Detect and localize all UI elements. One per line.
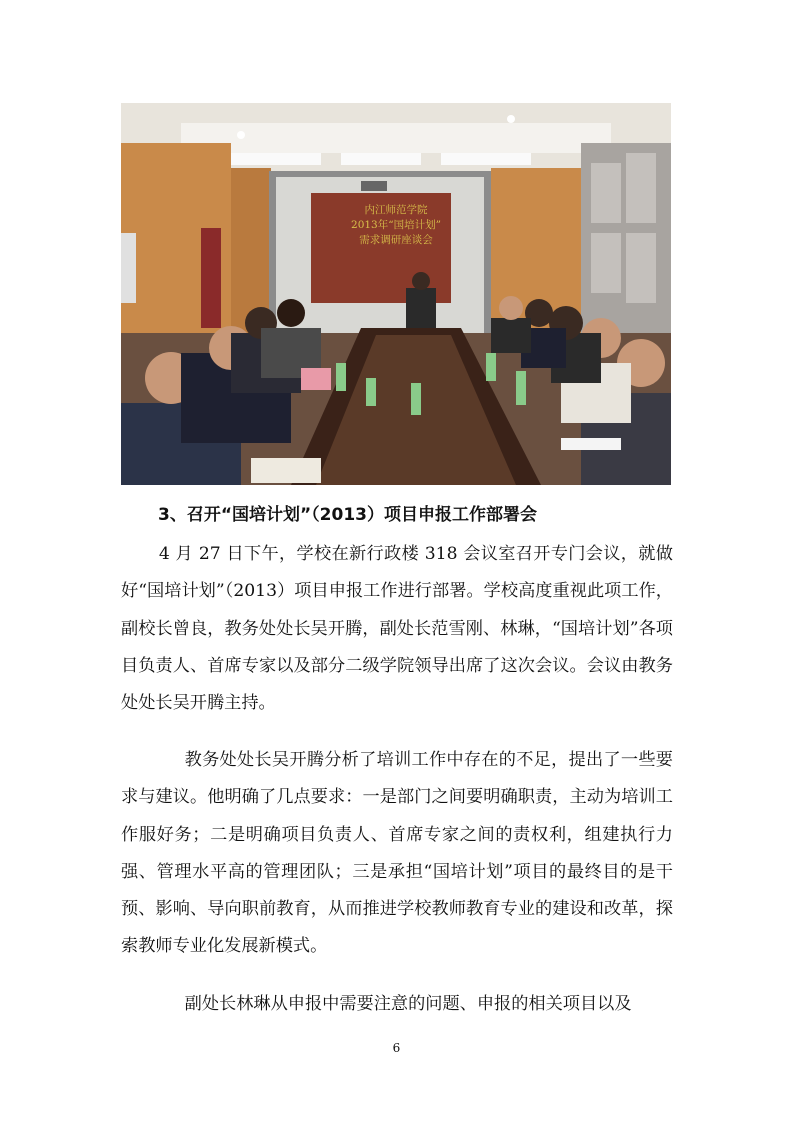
section-heading: 3、召开“国培计划”（2013）项目申报工作部署会	[158, 505, 537, 525]
page-number: 6	[392, 1041, 401, 1055]
paragraph: 副处长林琳从申报中需要注意的问题、申报的相关项目以及	[184, 994, 632, 1014]
screen-line: 2013年“国培计划”	[351, 219, 441, 231]
screen-line: 内江师范学院	[364, 204, 428, 216]
screen-caption	[326, 203, 466, 248]
meeting-photo	[121, 103, 671, 485]
meeting-photo-illustration	[121, 103, 671, 485]
paragraph: 4 月 27 日下午，学校在新行政楼 318 会议室召开专门会议，就做好“国培计划”（2013）项目申报工作进行部署。学校高度重视此项工作，副校长曾良，教务处处长吴开腾，副处长范雪刚、林琳，“国培计划”各项目负责人、首席专家以及部分二级学院领导出席了这次会议。会议由教务处处长吴开腾主持。	[121, 544, 673, 714]
paragraph: 教务处处长吴开腾分析了培训工作中存在的不足，提出了一些要求与建议。他明确了几点要求：一是部门之间要明确职责，主动为培训工作服好务；二是明确项目负责人、首席专家之间的责权利，组建执行力强、管理水平高的管理团队；三是承担“国培计划”项目的最终目的是干预、影响、导向职前教育，从而推进学校教师教育专业的建设和改革，探索教师专业化发展新模式。	[121, 750, 673, 957]
screen-line: 需求调研座谈会	[359, 234, 433, 246]
